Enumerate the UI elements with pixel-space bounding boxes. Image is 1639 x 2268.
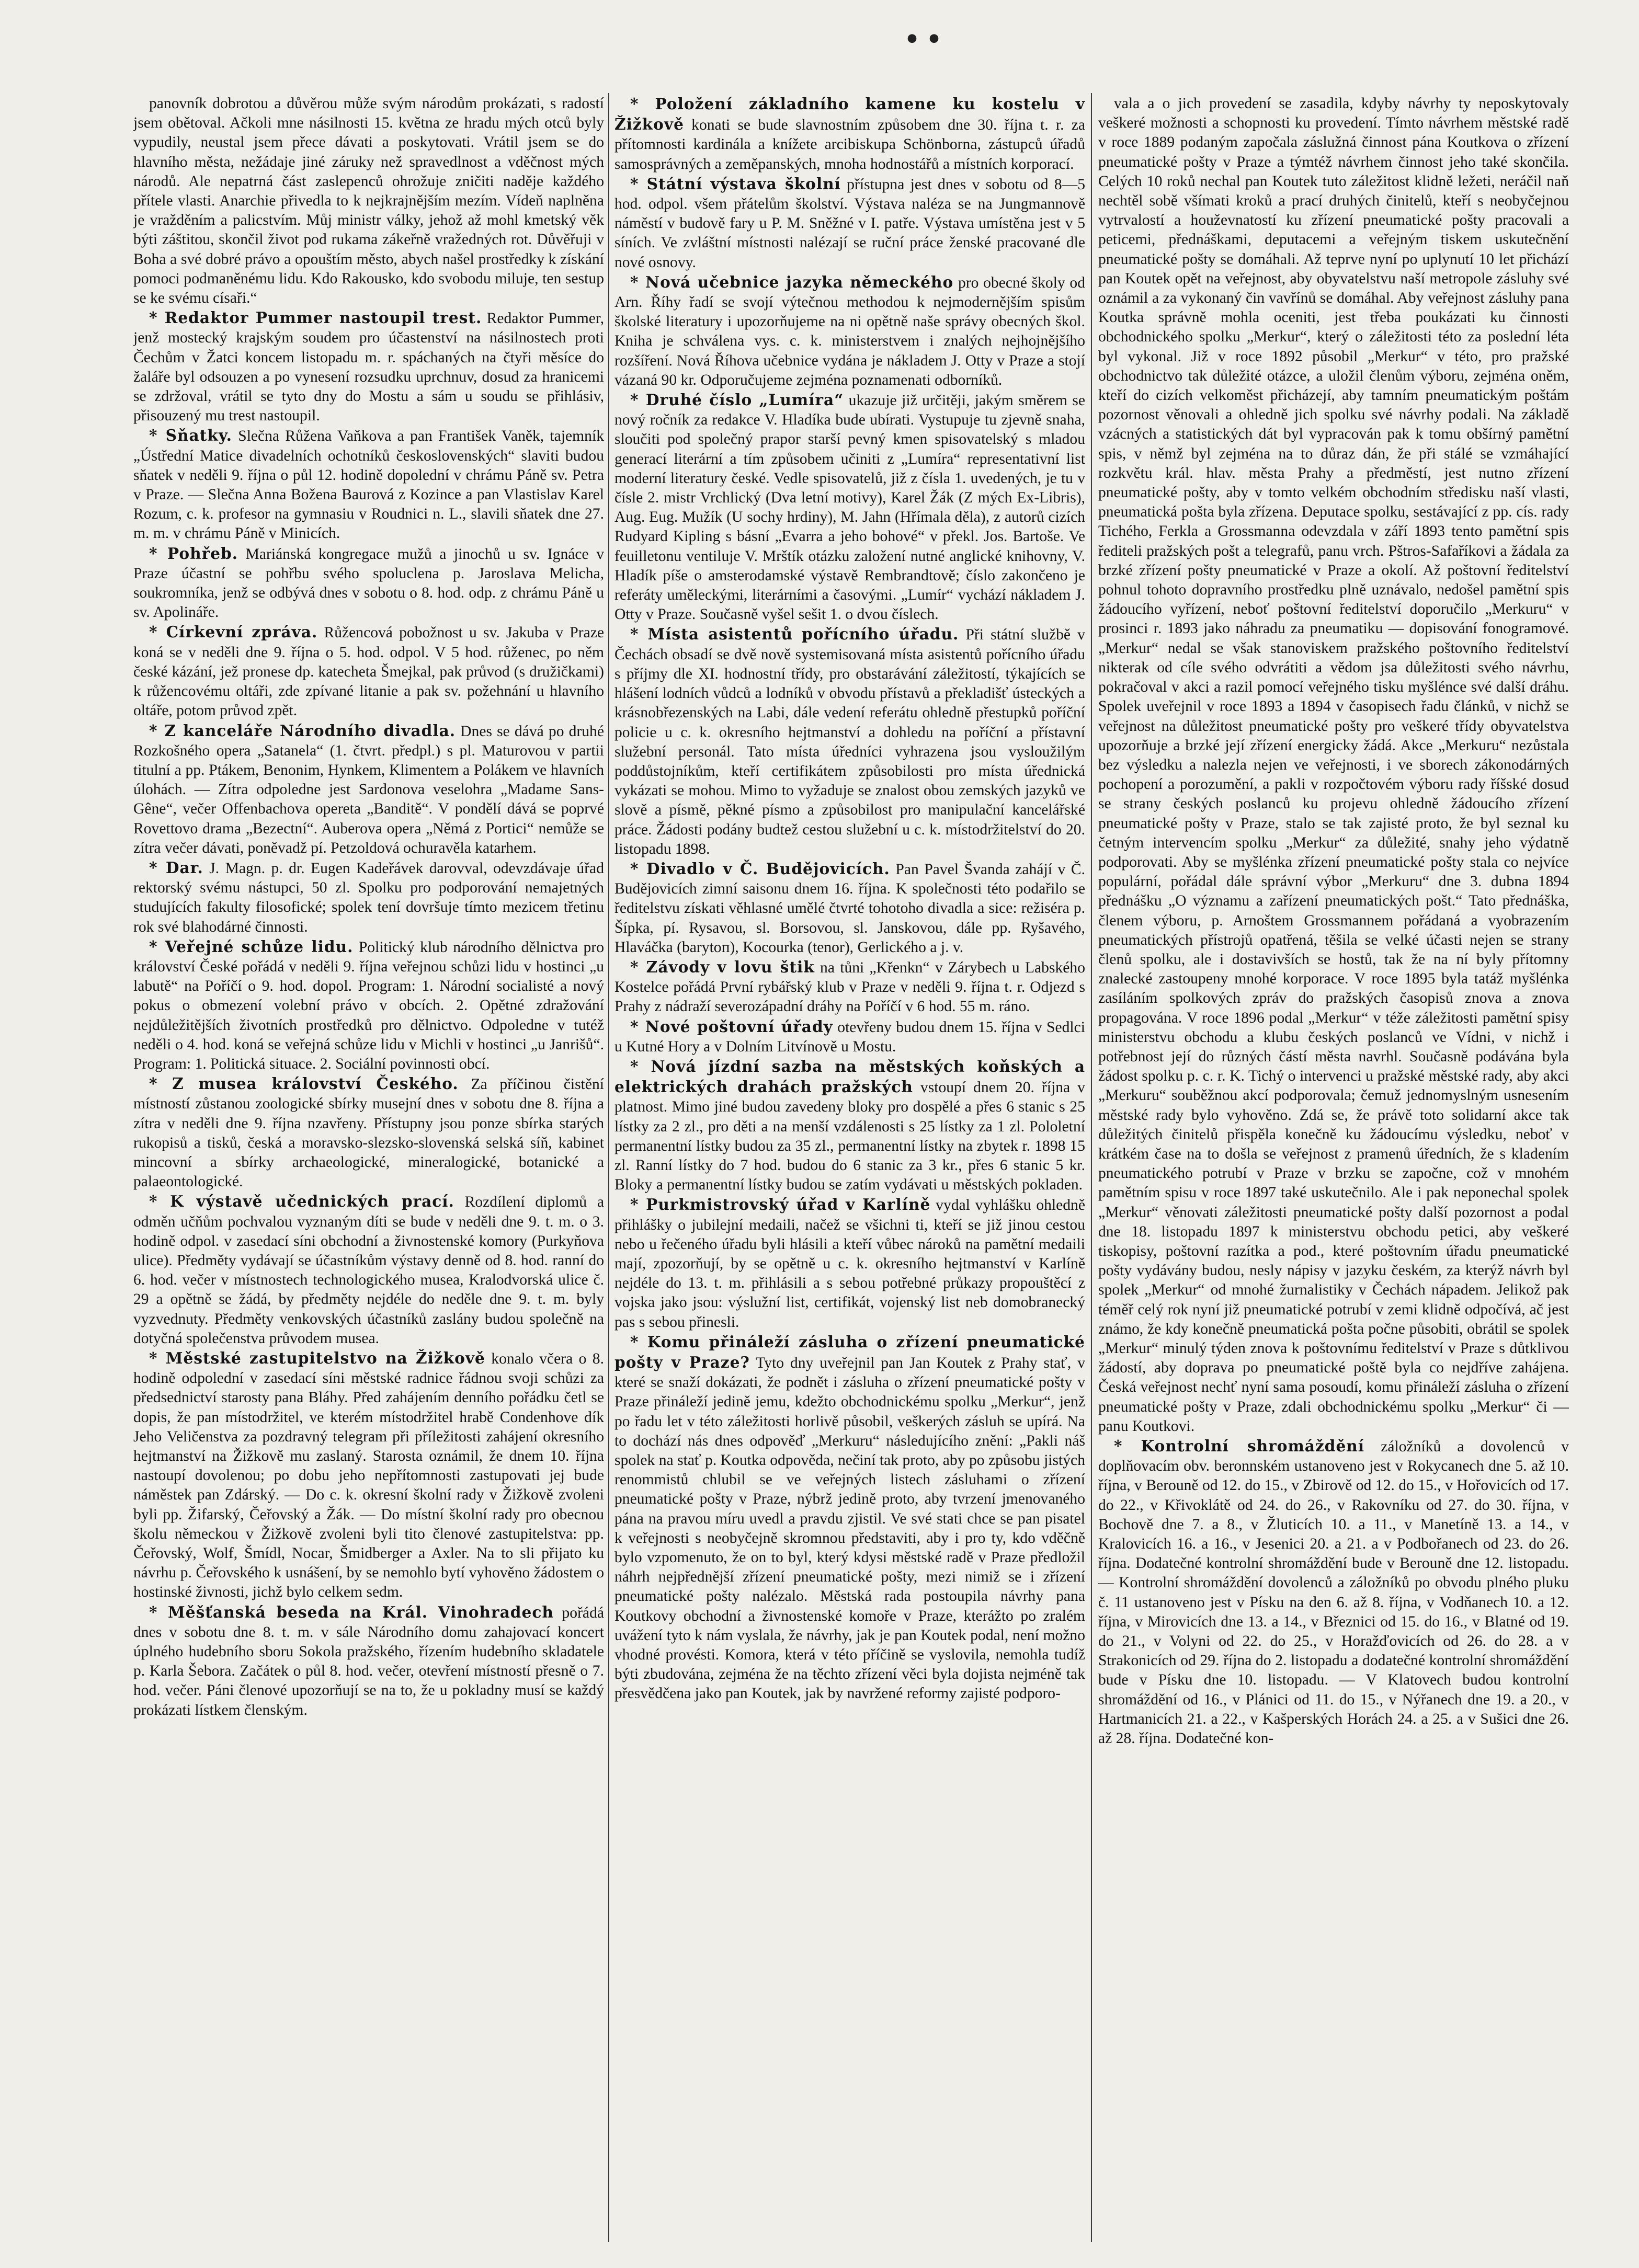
news-item-text: Při státní službě v Čechách obsadí se dvě nově systemisovaná místa asistentů pořícního úřadu s příjmy dle XI. hodnostní třídy, pro obstarávání záležitostí, týkajících se hlášení lodních vůdců a lodníků v obvodu přístavů a překladišť ústeckých a krásnobřezenských na Labi, dále vedení referátu ohledně přestupků poříční policie u c. k. okresního hejtmanství a dohledu na poříční a přístavní služební personál. Tato místa úředníci vyhrazena jsou vysloužilým poddůstojníkům, kteří certifikátem způsobilosti pro místa úřednická vykázati se mohou. Mimo to vyžaduje se znalost obou zemských jazyků ve slově a písmě, pěkné písmo a způsobilost pro manipulační kancelářské práce. Žádosti podány budtež cestou služební u c. k. místodržitelství do 20. listopadu 1898.	[614, 626, 1085, 857]
news-item-text: Politický klub národního dělnictva pro království České pořádá v neděli 9. října veřejnou schůzi lidu v hostinci „u labutě“ na Poříčí o 9. hod. dopol. Program: 1. Národní socialisté a nový pokus o obmezení volební právo v obcích. 2. Opětné zdražování nejdůležitějších životních prostředků pro dělnictvo. Odpoledne v tutéž neděli o 4. hod. koná se veřejná schůze lidu v Michli v hostinci „u Janrišů“. Program: 1. Politická situace. 2. Sociální povinnosti obcí.	[133, 938, 604, 1072]
news-item	[133, 1602, 604, 1720]
news-item-text: vstoupí dnem 20. října v platnost. Mimo jiné budou zavedeny bloky pro dospělé a přes 6 stanic s 25 lístky za 2 zl., pro děti a na menší vzdálenosti s 25 lístky za 1 zl. Pololetní permanentní lístky budou za 35 zl., permanentní lístky na zbytek r. 1898 15 zl. Ranní lístky do 7 hod. budou do 6 stanic za 3 kr., přes 6 stanic 5 kr. Bloky a permanentní lístky budou se zatím vydávati u městských pokladen.	[614, 1079, 1085, 1194]
news-item	[133, 622, 604, 720]
news-item-heading: * Sňatky.	[149, 426, 232, 445]
news-item	[133, 937, 604, 1074]
news-item-heading: * Kontrolní shromáždění	[1114, 1437, 1365, 1456]
news-item	[614, 1057, 1085, 1195]
news-item-heading: * Purkmistrovský úřad v Karlíně	[630, 1195, 931, 1214]
news-item-heading: * Redaktor Pummer nastoupil trest.	[149, 308, 482, 327]
news-item-heading: * Druhé číslo „Lumíra“	[630, 391, 844, 409]
news-item-text: přístupna jest dnes v sobotu od 8—5 hod. odpol. všem přátelům školství. Výstava naléza se na Jungmannově náměstí v budově fary u P. M. Sněžné v I. patře. Výstava umístěna jest v 5 síních. Ve zvláštní místnosti nalézají se ruční práce ženské pracované dle nové osnovy.	[614, 176, 1085, 271]
news-item	[614, 859, 1085, 957]
news-item-text: na tůni „Křenkn“ v Zárybech u Labského Kostelce pořádá První rybářský klub v Praze v neděli 9. října t. r. Odjezd s Prahy z nádraží severozápadní dráhy na Poříčí v 6 hod. 55 m. ráno.	[614, 959, 1085, 1015]
news-item-text: Tyto dny uveřejnil pan Jan Koutek z Prahy stať, v které se snaží dokázati, že podnět i zásluha o zřízení pneumatické pošty v Praze přináleží jedině jemu, kdežto obchodnickému spolku „Merkur“, jenž po řadu let v této záležitosti horlivě působil, veškerých zásluh se upírá. Na to dochází nás dnes odpověď „Merkuru“ následujícího znění: „Pakli náš spolek na stať p. Koutka odpověda, nečiní tak proto, aby po způsobu jistých renommistů chlubil se ve veřejných listech zásluhami o zřízení pneumatické pošty v Praze, nýbrž jedině proto, aby tvrzení jmenovaného pána na pravou míru uvedl a pravdu zjistil. Ve své stati chce se pan pisatel k veřejnosti s neobyčejně skromnou představiti, aby i pro ty, kdo vděčně bylo vzpomenuto, že on to byl, který kdysi městské radě v Praze předložil náhrh nejpřednější zřízení pneumatické pošty, mezi nimiž se i zřízení pneumatické pošty nalézalo. Městská rada postoupila návrhy pana Koutkovy obchodní a živnostenské komoře v Praze, kterážto po zralém uvážení tyto k nám vyslala, že návrhy, jak je pan Koutek podal, není možno vhodné provésti. Komora, která v této příčině se vyslovila, nemohla tudíž býti zbudována, zejména že na těchto zřízení věci byla dojista nejméně tak přesvědčena jako pan Koutek, jak by navržené reformy zajisté podporo-	[614, 1355, 1085, 1702]
news-item	[133, 426, 604, 543]
news-item-text: Růžencová pobožnost u sv. Jakuba v Praze koná se v neděli dne 9. října o 5. hod. odpol. V 5 hod. růženec, po něm české kázání, jež pronese dp. katecheta Šmejkal, pak průvod (s družičkami) k růžencovému oltáři, zde zpívané litanie a pak sv. požehnání u hlavního oltáře, potom průvod zpět.	[133, 624, 604, 719]
column-divider	[1091, 93, 1092, 2242]
news-item-text: Rozdílení diplomů a odměn učňům pochvalou vyznaným díti se bude v neděli dne 9. t. m. o 3. hodině odpol. v zasedací síni obchodní a živnostenské komory (Purkyňova ulice). Předměty vydávají se účastníkům výstavy denně od 8. hod. ranní do 6. hod. večer v místnostech technologického musea, Kralodvorská ulice č. 29 a opětně se žádá, by předměty nejdéle do neděle dne 9. t. m. byly vyzvednuty. Předměty venkovských účastníků zaslány budou společně na dotyčná společenstva průvodem musea.	[133, 1194, 604, 1347]
news-item-heading: * Pohřeb.	[149, 544, 238, 563]
news-item-heading: * Nová učebnice jazyka německého	[630, 272, 954, 291]
news-item-heading: * Měšťanská beseda na Král. Vinohradech	[149, 1602, 554, 1621]
news-item	[133, 544, 604, 623]
news-item	[614, 957, 1085, 1017]
news-item-text: konati se bude slavnostním způsobem dne 30. října t. r. za přítomnosti kardinála a knížete arcibiskupa Schönborna, zástupců úřadů samosprávných a zeměpanských, mnoha hodnostářů a místních korporací.	[614, 117, 1085, 173]
column-divider	[608, 93, 609, 2242]
news-item	[133, 1192, 604, 1348]
news-item	[133, 858, 604, 937]
news-item-heading: * Divadlo v Č. Budějovicích.	[630, 859, 890, 878]
news-item-text: Slečna Růžena Vaňkova a pan František Vaněk, tajemník „Ústřední Matice divadelních ochotníků československých“ slaviti budou sňatek v neděli 9. října o půl 12. hodině dopolední v chrámu Páně sv. Petra v Praze. — Slečna Anna Božena Baurová z Kozince a pan Vlastislav Karel Rozum, c. k. profesor na gymnasiu v Roudnici n. L., slavili sňatek dne 27. m. m. v chrámu Páně v Minicích.	[133, 428, 604, 542]
news-item-text: otevřeny budou dnem 15. října v Sedlci u Kutné Hory a v Dolním Litvínově u Mostu.	[614, 1018, 1085, 1055]
news-item-text: konalo včera o 8. hodině odpolední v zasedací síni městské radnice řádnou svoji schůzi za předsednictví starosty pana Bláhy. Před zahájením denního pořádku četl se dopis, že pan místodržitel, ve kterém místodržitel hrabě Condenhove dík Jeho Veličenstva za pozdravný telegram při příležitosti zahájení okresního hejtmanství na Žižkově mu zaslaný. Starosta oznámil, že dnem 10. října nastoupí dovolenou; po dobu jeho nepřítomnosti zastupovati jej bude náměstek pan Zdárský. — Do c. k. okresní školní rady v Žižkově zvoleni byli pp. Žifarský, Čeřovský a Žák. — Do místní školní rady pro obecnou školu německou v Žižkově zvoleni byli tito členové zastupitelstva: pp. Čeřovský, Wolf, Šmídl, Nocar, Šmidberger a Axler. Na to sli přijato ku návrhu p. Čeřovského k usnášení, by se nemohlo bytí vyhověno žádostem o hostinské živnosti, jichž bylo celkem sedm.	[133, 1350, 604, 1601]
news-item-heading: * Dar.	[149, 858, 203, 877]
column-3	[1098, 94, 1569, 2243]
news-item-text: Pan Pavel Švanda zahájí v Č. Budějovicích zimní saisonu dnem 16. října. K společnosti této podařilo se ředitelstvu získati věhlasné umělé čtvrté tohotoho divadla a sice: režiséra p. Šípka, pí. Rysavou, sl. Borsovou, sl. Janskovou, dále pp. Ryšavého, Hlaváčka (barytoп), Kocourka (tenor), Gerlického a j. v.	[614, 861, 1085, 956]
news-item	[614, 1332, 1085, 1704]
news-item	[614, 174, 1085, 272]
news-item-text: Za příčinou čistění místností zůstanou zoologické sbírky musejní dnes v sobotu dne 8. října a zítra v neděli dne 9. října nzavřeny. Přístupny jsou ponze sbírka starých rukopisů a tisků, česká a moravsko-slezsko-slovenská selská síň, kabinet mincovní a sbírky archaeologické, mineralogické, botanické a palaeontologické.	[133, 1076, 604, 1190]
news-item-heading: * Nové poštovní úřady	[630, 1017, 833, 1036]
news-item-text: záložníků a dovolenců v doplňovacím obv. beronnském ustanoveno jest v Rokycanech dne 5. až 10. října, v Berouně od 12. do 15., v Zbirově od 12. do 15., v Hořovicích od 17. do 22., v Křivoklátě od 24. do 26., v Rakovníku od 27. do 30. října, v Bochově dne 7. a 8., v Žluticích 10. a 11., v Manetíně 13. a 14., v Kralovicích 16. a 16., v Jesenici 20. a 21. a v Podbořanech od 23. do 26. října. Dodatečné kontrolní shromáždění bude v Berouně dne 12. listopadu. — Kontrolní shromáždění dovolenců a záložníků po obvodu plného pluku č. 11 ustanoveno jest v Písku na den 6. až 8. října, v Vodňanech 10. a 12. října, v Mirovicích dne 13. a 14., v Březnici od 15. do 16., v Blatné od 19. do 21., v Volyni od 22. do 25., v Horažďovicích od 26. do 28. a v Strakonicích od 29. října do 2. listopadu a dodatečné kontrolní shromáždění bude v Písku dne 10. listopadu. — V Klatovech budou kontrolní shromáždění od 16., v Plánici od 11. do 15., v Nýřanech dne 19. a 20., v Hartmanicích 21. a 22., v Kašperských Horách 24. a 25. a v Sušici dne 26. až 28. října. Dodatečné kon-	[1098, 1438, 1569, 1747]
news-item-text: pro obecné školy od Arn. Říhy řadí se svojí výtečnou methodou k nejmodernějším spisům školské literatury i upozorňujeme na ni opětně naše správy obecných škol. Kniha je schválena vys. c. k. ministerstvem i znalých nejhojnějšího rozšíření. Nová Říhova učebnice vydána je nákladem J. Otty v Praze a stojí vázaná 90 kr. Odporučujeme zejména poznamenati odborníků.	[614, 274, 1085, 388]
news-item-text: Redaktor Pummer, jenž mostecký krajským soudem pro účastenství na násilnostech proti Čechům v Žatci koncem listopadu m. r. spáchaných na čtyři měsíce do žaláře byl odsouzen a po vynesení rozsudku uprchnuv, dosud za hranicemi se zdržoval, vrátil se tyto dny do Mostu a sám u soudu se přihlásiv, přisouzený mu trest nastoupil.	[133, 310, 604, 425]
news-item-heading: * Církevní zpráva.	[149, 623, 318, 642]
news-item-text: pořádá dnes v sobotu dne 8. t. m. v sále Národního domu zahajovací koncert úplného hudebního sboru Sokola pražského, řízením hudebního skladatele p. Karla Šebora. Začátek o půl 8. hod. večer, otevření místností přesně o 7. hod. večer. Páni členové upozorňují se na to, že u pokladny musí se každý prokázati lístkem členským.	[133, 1604, 604, 1719]
news-item-text: ukazuje již určitěji, jakým směrem se nový ročník za redakce V. Hladíka bude ubírati. Vystupuje tu zjevně snaha, sloučiti pod společný prapor starší pevný kmen spisovatelský s mladou generací literární a tím způsobem učiniti z „Lumíra“ representativní list moderní literatury české. Vedle spisovatelů, již z čísla 1. uvedených, je tu v čísle 2. mistr Vrchlický (Dva letní motivy), Karel Žák (Z mých Ex-Libris), Aug. Eug. Mužík (U sochy hrdiny), M. Jahn (Hřímala děla), z autorů cizích Rudyard Kipling s básní „Evarra a jeho bohové“ v překl. Jos. Bartoše. Ve feuilletonu ventiluje V. Mrštík otázku založení nutné anglické knihovny, V. Hladík píše o amsterodamské výstavě Rembrandtově; číslo zakončeno je referáty uměleckými, literárními a časovými. „Lumír“ vychází nákladem J. Otty v Praze. Současně vyšel sešit 1. o dvou číslech.	[614, 392, 1085, 623]
news-item-heading: * Závody v lovu štik	[630, 957, 815, 976]
news-item	[133, 1074, 604, 1192]
news-item-text: Mariánská kongregace mužů a jinochů u sv. Ignáce v Praze účastní se pohřbu svého spoluclena p. Jaroslava Melicha, soukromníka, jenž se odbývá dnes v sobotu o 8. hod. odp. z chrámu Páně u sv. Apolináře.	[133, 545, 604, 621]
news-item-heading: * Komu přináleží zásluha o zřízení pneumatické pošty v Praze?	[614, 1332, 1085, 1371]
news-item-text: vala a o jich provedení se zasadila, kdyby návrhy ty neposkytovaly veškeré možnosti a schopnosti ku provedení. Tímto návrhem městské radě v roce 1889 podaným započala záslužná činnost pána Koutkova o zřízení pneumatické pošty v Praze a týmtéž návrhem činnost jeho také skončila. Celých 10 roků nechal pan Koutek tuto záležitost klidně ležeti, neráčil naň nechtěl sobě všímati kroků a prací druhých činitelů, kteří s neobyčejnou vytrvalostí a houževnatostí ku zřízení pneumatické pošty pracovali a peticemi, přednáškami, deputacemi a veřejným tiskem uskutečnění pneumatické pošty se domáhali. Až teprve nyní po uplynutí 10 let přichází pan Koutek opět na veřejnost, aby obyvatelstvu naší metropole zásluhy své oznámil a za vykonaný čin vavřínů se domáhal. Aby veřejnost zásluhy pana Koutka správně mohla oceniti, jest třeba poukázati ku činnosti obchodnického spolku „Merkur“, který o záležitosti této za poslední léta byl vykonal. Již v roce 1892 působil „Merkur“ v této, pro pražské obchodnictvo tak důležité otázce, a uložil členům výboru, zejména oněm, kteří do cizích velkoměst přicházejí, aby tamním pneumatickým poštám pozornost věnovali a ohledně jich spolku své návrhy podali. Na základě vzácných a statistických dát byl vypracován pak k tomu obšírný pamětní spis, v němž byl zejména na to důraz dán, že při stálé se vzmáhající rozkvětu král. hlav. města Prahy a předměstí, jest nutno zřízení pneumatické pošty, aby v tomto velkém obchodním středisku naší vlasti, pneumatická pošta byla zřízena. Deputace spolku, sestávající z pp. cís. rady Tichého, Ferkla a Grossmanna odevzdala v září 1893 tento pamětní spis řediteli pražských pošt a telegrafů, panu vrch. Pštros-Safaříkovi a žádala za brzké zřízení pošty pneumatické v Praze a okolí. Až poštovní ředitelství pohnul tohoto dopravního prostředku plně uznávalo, nedošel pamětní spis žádoucího vyřízení, neboť poštovní ředitelství doporučilo „Merkuru“ v prosinci r. 1893 jako náhradu za pneumatiku — dopisování fonogramové. „Merkur“ nedal se však stanoviskem pražského poštovního ředitelství nikterak od cíle svého odvrátiti a vědom jsa důležitosti svého návrhu, pokračoval v akci a razil pomocí veřejného tisku myšlénce své další dráhu. Spolek uveřejnil v roce 1893 a 1894 v časopisech řadu článků, v nichž se veřejnost na důležitost pneumatické pošty pro veškeré třídy obyvatelstva upozorňuje a brzké její zřízení energicky žádá. Akce „Merkuru“ nezůstala bez výsledku a nalezla nejen ve veřejnosti, i ve sborech zákonodárných pochopení a porozumění, a pakli v rozpočtovém výboru rady říšské dosud se strany českých poslanců ku projevu ohledně žádoucího zřízení pneumatické pošty v Praze, stalo se tak zajisté proto, že byl seznal ku četným intervencím spolku „Merkur“ za důležité, snahy jeho výdatně podporovati. Aby se myšlénka zřízení pneumatické pošty stala co nejvíce populární, pořádal dále správní výbor „Merkuru“ dne 3. dubna 1894 přednášku „O významu a zařízení pneumatických pošt.“ Tato přednáška, členem výboru, p. Arnoštem Grossmannem pořádaná a vyobrazením pneumatických přístrojů opatřená, těšila se velké účasti nejen se strany členů spolku, ale i dostavivších se hostů, tak že na ní byly přítomny znalecké zastoupeny mnohé korporace. V roce 1895 byla tatáž myšlénka zasíláním spolkových zpráv do pražských časopisů znova a znova propagována. V roce 1896 podal „Merkur“ v téže záležitosti pamětní spisy ministerstvu obchodu a klubu českých poslanců ve Vídni, v nichž i potřebnost její do různých částí města navrhl. Současně podávána byla žádost spolku p. c. r. K. Tichý o intervenci u pražské městské rady, aby akci „Merkuru“ souběžnou akcí podporovala; čemuž jednomyslným usnesením městské rady bylo vyhověno. Zdá se, že právě toto solidarní akce tak důležitých činitelů přispěla konečně ku žádoucímu výsledku, neboť v krátkém čase na to došla se veřejnost z pramenů úředních, že s kladením pneumatického potrubí v Praze v brzku se započne, což v mnohém pamětním spisu v roce 1897 také uskutečnilo. Ale i pak neponechal spolek „Merkur“ věnovati záležitosti pneumatické pošty další pozornost a podal dne 18. listopadu 1897 k ministerstvu obchodu petici, aby veškeré tiskopisy, poštovní razítka a pod., které poštovním úřadu pneumatické pošty vydávány budou, nesly nápisy v jazyku českém, za kterýž návrh byl spolek „Merkur“ od mnohé žurnalistiky v Čechách nápadem. Jelikož pak téměř celý rok nyní již pneumatické potrubí v zemi klidně odpočívá, ač jest známo, že kdy konečně pneumatická pošta počne působiti, obrátil se spolek „Merkur“ minulý týden znova k poštovnímu ředitelství v Praze s důtklivou žádostí, aby doprava po pneumatické poště byla co nejdříve zahájena. Česká veřejnost nechť nyní sama posoudí, komu přináleží zásluha o zřízení pneumatické pošty v Praze, zdali obchodnickému spolku „Merkur“ či — panu Koutkovi.	[1098, 95, 1569, 1435]
news-item-heading: * Místa asistentů pořícního úřadu.	[630, 625, 959, 644]
news-item	[1098, 94, 1569, 1436]
news-item	[614, 624, 1085, 858]
news-item-heading: * Z kanceláře Národního divadla.	[149, 721, 456, 740]
news-item	[133, 1348, 604, 1602]
news-item	[614, 1195, 1085, 1332]
news-item	[614, 272, 1085, 390]
news-item-heading: * Městské zastupitelstvo na Žižkově	[149, 1349, 485, 1367]
news-item-text: vydal vyhlášku ohledně přihlášky o jubilejní medaili, načež se všichni ti, kteří se již jinou cestou nebo u řečeného úřadu byli hlásili a kteří vůbec nároků na pamětní medaili mají, zpozorňují, by se opětně u c. k. okresního hejtmanství v Karlíně nejdéle do 13. t. m. přihlásili a s sebou potřebné průkazy propouštěcí z vojska jako jsou: výslužní list, certifikát, vojenský list neb domobranecký pas s sebou přinesli.	[614, 1197, 1085, 1331]
news-item	[133, 94, 604, 308]
page-top-mark: • •	[905, 19, 941, 59]
news-item-text: panovník dobrotou a důvěrou může svým národům prokázati, s radostí jsem obětoval. Ačkoli mne násilnosti 15. května ze hradu mých otců byly vypudily, neustal jsem přece dávati a poskytovati. Vrátil jsem se do hlavního města, nežádaje jiné záruky než spravedlnost a vděčnost mých národů. Ale nepatrná část zaslepenců ohrožuje zničiti naděje každého přítele vlasti. Anarchie přivedla to k nejkrajnějším mezím. Vídeň naplněna je vražděním a palicstvím. Můj ministr války, jehož až mohl kmetský věk býti záštitou, skončil život pod rukama zákeřně vražedných rot. Důvěřuji v Boha a své dobré právo a opouštím město, abych našel prostředky k získání pomoci podmaněnému lidu. Kdo Rakousko, kdo svobodu miluje, ten sestup se ke svému císaři.“	[133, 95, 604, 307]
news-item	[614, 1017, 1085, 1057]
news-item-heading: * Položení základního kamene ku kostelu v Žižkově	[614, 95, 1085, 134]
news-item-heading: * Z musea království Českého.	[149, 1074, 459, 1093]
column-1	[133, 94, 604, 2243]
news-item	[614, 390, 1085, 624]
news-item	[133, 721, 604, 858]
news-item	[1098, 1436, 1569, 1748]
news-item-heading: * Nová jízdní sazba na městských koňských a elektrických drahách pražských	[614, 1057, 1085, 1096]
news-item	[133, 308, 604, 426]
news-item	[614, 94, 1085, 174]
news-item-heading: * K výstavě učednických prací.	[149, 1192, 454, 1211]
news-item-text: J. Magn. p. dr. Eugen Kadeřávek darovval, odevzdávaje úřad rektorský svému nástupci, 50 zl. Spolku pro podporování nemajetných studujících fakulty filosofické; spolek tení dovršuje tímto mezicem třetinu rok své blahodárné činnosti.	[133, 860, 604, 935]
news-item-heading: * Státní výstava školní	[630, 174, 841, 193]
column-2	[614, 94, 1085, 2243]
news-item-heading: * Veřejné schůze lidu.	[149, 937, 354, 956]
news-item-text: Dnes se dává po druhé Rozkošného opera „Satanela“ (1. čtvrt. předpl.) s pl. Maturovou v partii titulní a pp. Ptákem, Benonim, Hynkem, Klimentem a Polákem ve hlavních úlohách. — Zítra odpoledne jest Sardonova veselohra „Madame Sans-Gêne“, večer Offenbachova opereta „Banditě“. V pondělí dává se poprvé Rovettovo drama „Bezectní“. Auberova opera „Němá z Portici“ nemůže se zítra večer dávati, poněvadž pí. Petzoldová ochuravěla katarhem.	[133, 723, 604, 856]
